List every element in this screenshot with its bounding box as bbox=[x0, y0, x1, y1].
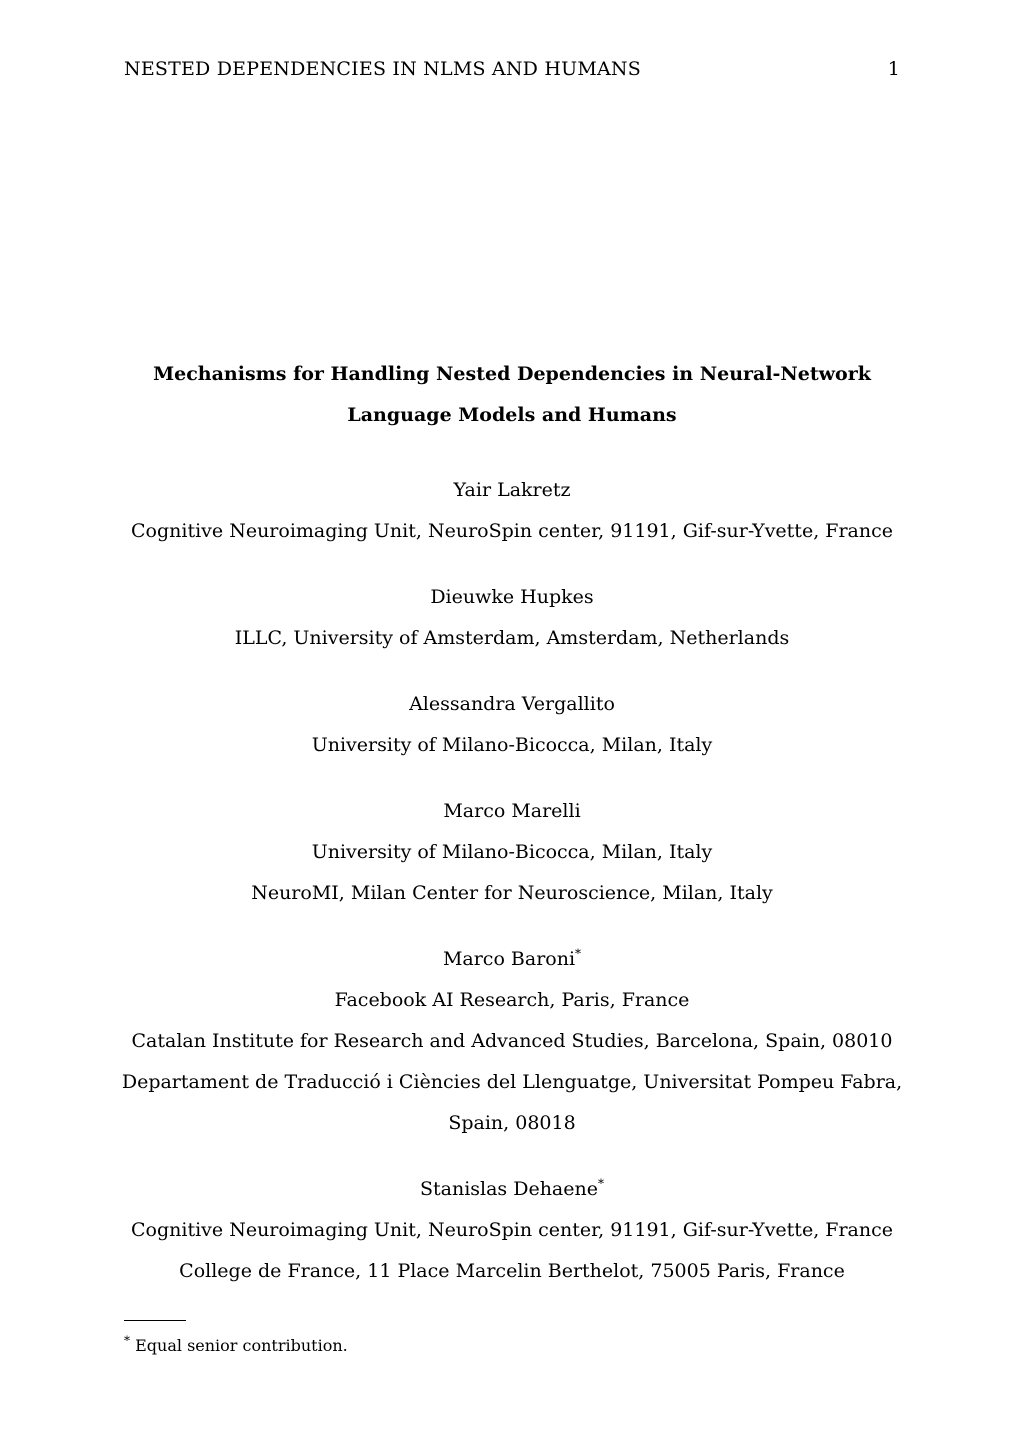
author-block bbox=[100, 1169, 924, 1292]
running-header bbox=[124, 58, 900, 80]
equal-contribution-mark: * bbox=[598, 1176, 604, 1191]
footnote-mark: * bbox=[124, 1333, 130, 1348]
footnote-divider bbox=[124, 1320, 186, 1321]
author-name bbox=[100, 577, 924, 618]
author-affiliation bbox=[100, 873, 924, 914]
affiliation-text: NeuroMI, Milan Center for Neuroscience, Milan, Italy bbox=[251, 882, 773, 904]
author-affiliation bbox=[100, 1021, 924, 1062]
page-number: 1 bbox=[887, 58, 900, 80]
affiliation-text: University of Milano-Bicocca, Milan, Italy bbox=[311, 841, 713, 863]
author-block bbox=[100, 684, 924, 766]
affiliation-text: College de France, 11 Place Marcelin Berthelot, 75005 Paris, France bbox=[179, 1260, 845, 1282]
author-affiliation bbox=[100, 725, 924, 766]
affiliation-text: ILLC, University of Amsterdam, Amsterdam, Netherlands bbox=[234, 627, 790, 649]
footnote-text: Equal senior contribution. bbox=[135, 1336, 348, 1355]
author-name-text: Dieuwke Hupkes bbox=[430, 586, 594, 608]
paper-title: Mechanisms for Handling Nested Dependencies in Neural-Network Language Models and Humans bbox=[153, 363, 871, 426]
author-affiliation bbox=[100, 618, 924, 659]
affiliation-text: Cognitive Neuroimaging Unit, NeuroSpin center, 91191, Gif-sur-Yvette, France bbox=[131, 520, 893, 542]
author-name bbox=[100, 939, 924, 980]
author-affiliation bbox=[100, 980, 924, 1021]
author-name bbox=[100, 791, 924, 832]
author-affiliation bbox=[100, 1210, 924, 1251]
author-block bbox=[100, 470, 924, 552]
author-name-text: Yair Lakretz bbox=[453, 479, 571, 501]
author-affiliation bbox=[100, 1251, 924, 1292]
author-block bbox=[100, 577, 924, 659]
equal-contribution-mark: * bbox=[575, 946, 582, 961]
author-block bbox=[100, 939, 924, 1144]
author-affiliation bbox=[100, 511, 924, 552]
affiliation-text: Departament de Traducció i Ciències del Llenguatge, Universitat Pompeu Fabra, Spain, 08018 bbox=[121, 1071, 903, 1134]
author-name-text: Alessandra Vergallito bbox=[409, 693, 615, 715]
author-name-text: Stanislas Dehaene bbox=[419, 1178, 598, 1200]
affiliation-text: University of Milano-Bicocca, Milan, Italy bbox=[311, 734, 713, 756]
author-affiliation bbox=[100, 832, 924, 873]
author-name-text: Marco Marelli bbox=[443, 800, 581, 822]
running-title: NESTED DEPENDENCIES IN NLMS AND HUMANS bbox=[124, 58, 641, 80]
author-name-text: Marco Baroni bbox=[442, 948, 576, 970]
author-affiliation bbox=[100, 1062, 924, 1144]
affiliation-text: Facebook AI Research, Paris, France bbox=[334, 989, 690, 1011]
author-name bbox=[100, 684, 924, 725]
affiliation-text: Catalan Institute for Research and Advanced Studies, Barcelona, Spain, 08010 bbox=[131, 1030, 893, 1052]
author-block bbox=[100, 791, 924, 914]
author-name bbox=[100, 470, 924, 511]
footnote bbox=[124, 1333, 348, 1355]
affiliation-text: Cognitive Neuroimaging Unit, NeuroSpin center, 91191, Gif-sur-Yvette, France bbox=[131, 1219, 893, 1241]
author-list bbox=[100, 470, 924, 1317]
author-name bbox=[100, 1169, 924, 1210]
